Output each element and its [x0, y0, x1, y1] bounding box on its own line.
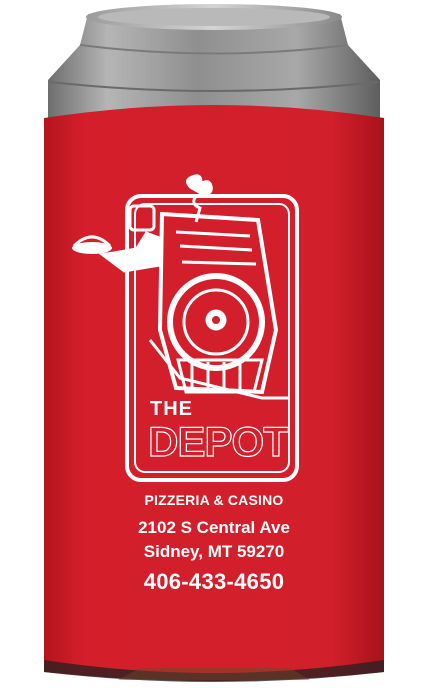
address-city: Sidney, MT 59270: [143, 542, 285, 561]
tagline: PIZZERIA & CASINO: [144, 492, 284, 508]
logo-line-depot: DEPOT: [148, 418, 288, 465]
phone-number: 406-433-4650: [143, 569, 285, 594]
address-street: 2102 S Central Ave: [138, 518, 290, 537]
logo-line-the: THE: [150, 398, 193, 420]
